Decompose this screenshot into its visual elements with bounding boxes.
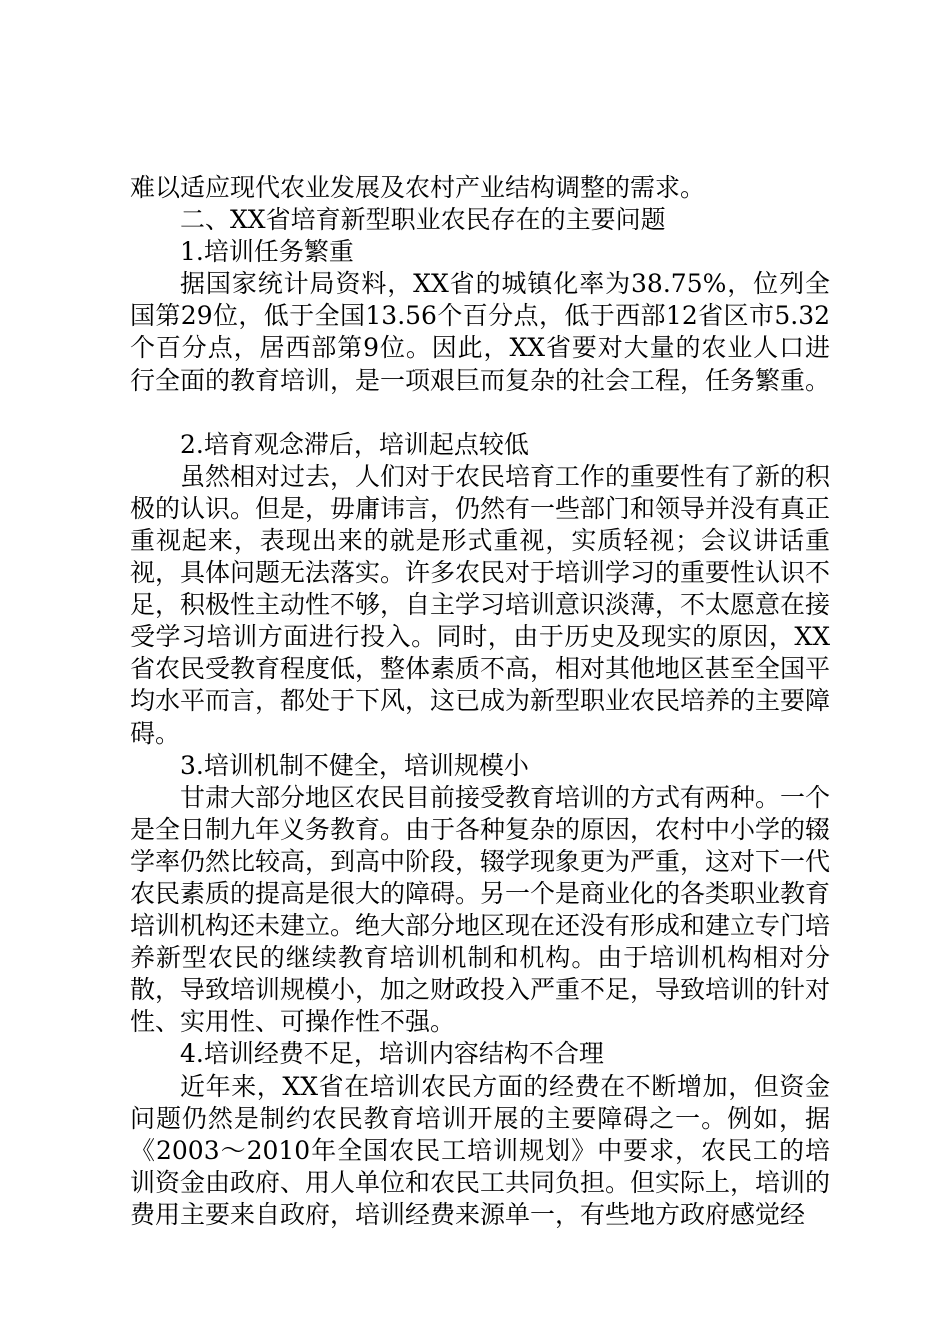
subsection-heading-1: 1.培训任务繁重 (180, 237, 354, 267)
paragraph-3: 甘肃大部分地区农民目前接受教育培训的方式有两种。一个是全日制九年义务教育。由于各种复杂的原因，农村中小学的辍学率仍然比较高，到高中阶段，辍学现象更为严重，这对下一代农民素质的提高是很大的障碍。另一个是商业化的各类职业教育培训机构还未建立。绝大部分地区现在还没有形成和建立专门培养新型农民的继续教育培训机制和机构。由于培训机构相对分散，导致培训规模小，加之财政投入严重不足，导致培训的针对性、实用性、可操作性不强。 (130, 782, 831, 1037)
document-body (130, 172, 830, 1231)
subsection-heading-4: 4.培训经费不足，培训内容结构不合理 (180, 1039, 604, 1069)
section-heading: 二、XX省培育新型职业农民存在的主要问题 (180, 205, 666, 235)
paragraph-4: 近年来，XX省在培训农民方面的经费在不断增加，但资金问题仍然是制约农民教育培训开展的主要障碍之一。例如，据《2003～2010年全国农民工培训规划》中要求，农民工的培训资金由政府、用人单位和农民工共同负担。但实际上，培训的费用主要来自政府，培训经费来源单一，有些地方政府感觉经 (130, 1071, 831, 1229)
paragraph-gap (130, 397, 830, 429)
paragraph-2: 虽然相对过去，人们对于农民培育工作的重要性有了新的积极的认识。但是，毋庸讳言，仍然有一些部门和领导并没有真正重视起来，表现出来的就是形式重视，实质轻视；会议讲话重视，具体问题无法落实。许多农民对于培训学习的重要性认识不足，积极性主动性不够，自主学习培训意识淡薄，不太愿意在接受学习培训方面进行投入。同时，由于历史及现实的原因，XX省农民受教育程度低，整体素质不高，相对其他地区甚至全国平均水平而言，都处于下风，这已成为新型职业农民培养的主要障碍。 (130, 461, 831, 748)
subsection-heading-3: 3.培训机制不健全，培训规模小 (180, 750, 529, 780)
paragraph-continued: 难以适应现代农业发展及农村产业结构调整的需求。 (130, 173, 706, 202)
paragraph-1: 据国家统计局资料，XX省的城镇化率为38.75%，位列全国第29位，低于全国13.56个百分点，低于西部12省区市5.32个百分点，居西部第9位。因此，XX省要对大量的农业人口进行全面的教育培训，是一项艰巨而复杂的社会工程，任务繁重。 (130, 269, 831, 395)
subsection-heading-2: 2.培育观念滞后，培训起点较低 (180, 429, 529, 459)
